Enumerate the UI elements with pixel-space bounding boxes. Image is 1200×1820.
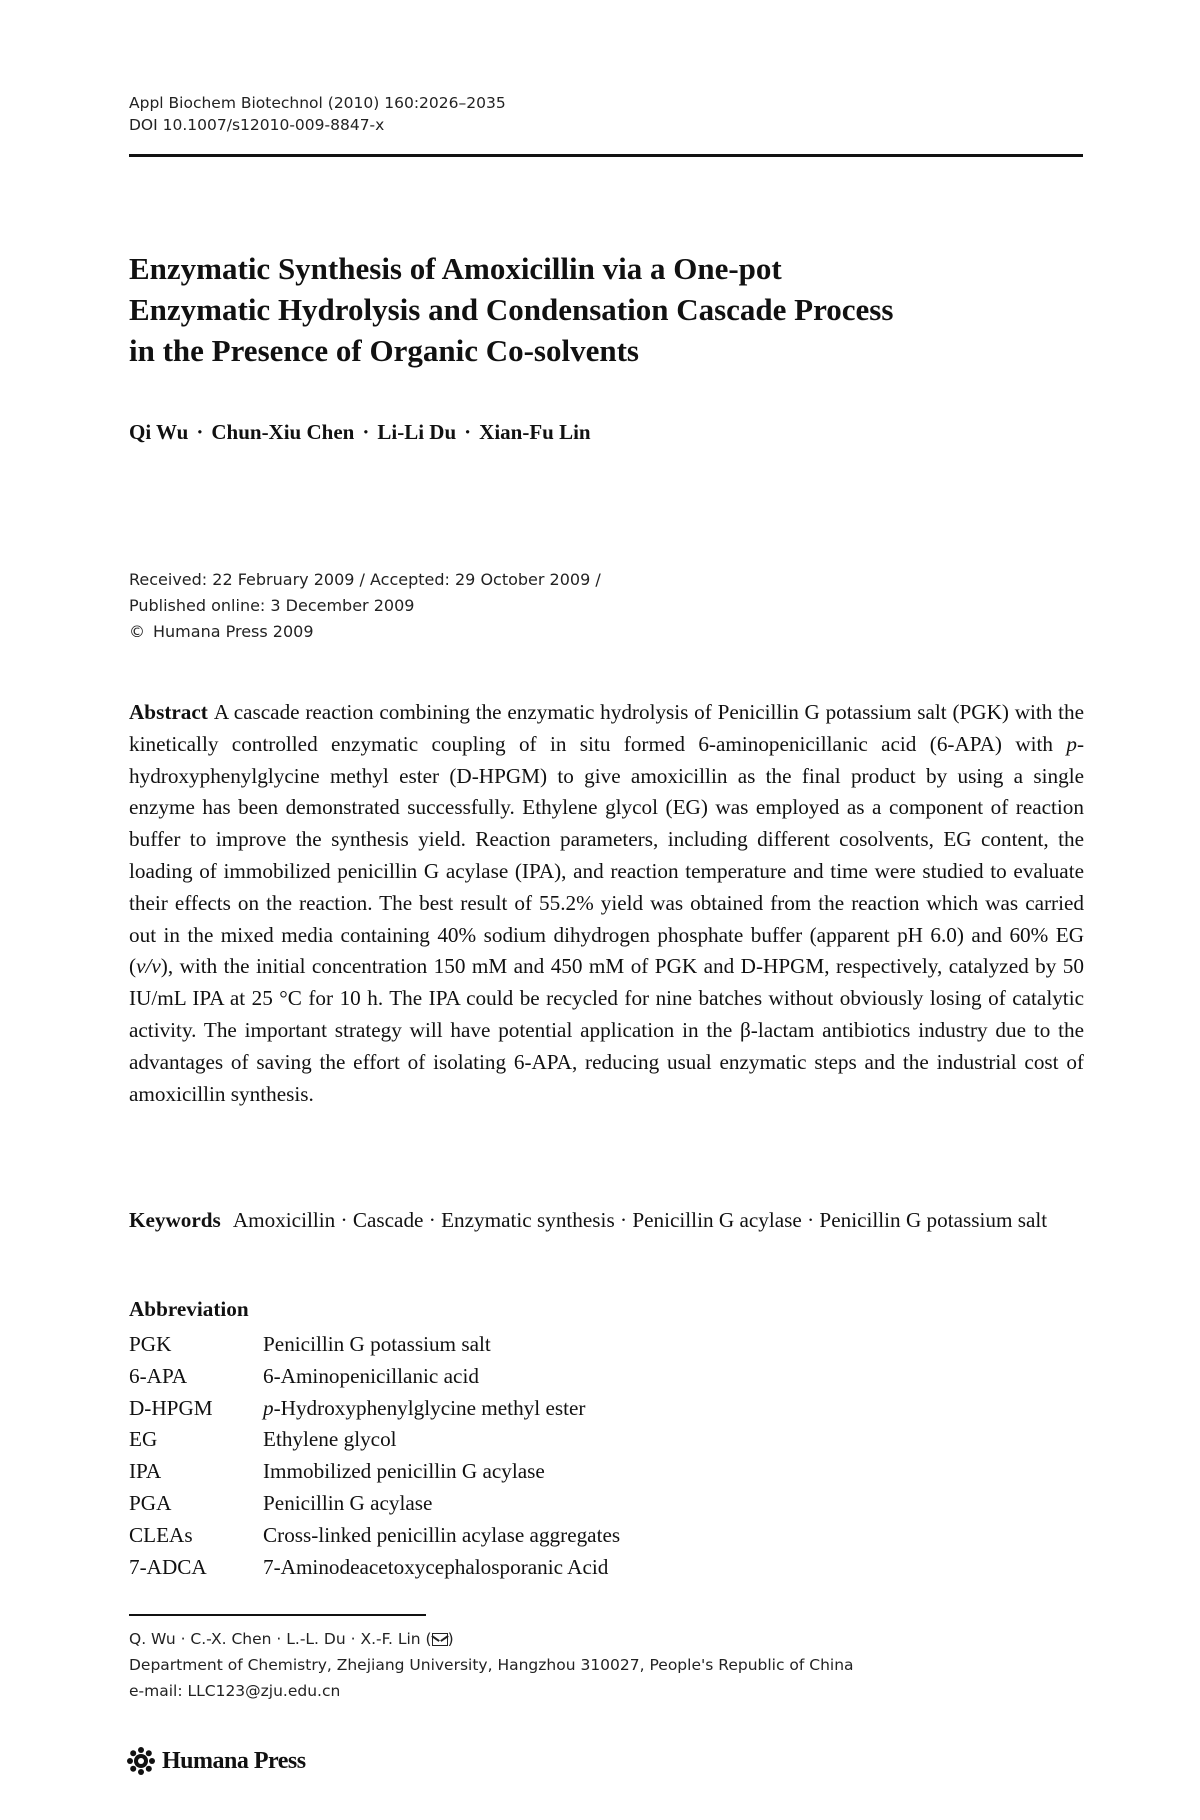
copyright-symbol: © <box>129 622 145 641</box>
author-separator: · <box>362 420 370 444</box>
envelope-icon <box>432 1633 448 1646</box>
publisher-footer <box>126 1746 306 1776</box>
abstract-italic: p <box>1066 731 1077 756</box>
affiliation-names <box>129 1626 854 1652</box>
abbreviation-row <box>129 1552 620 1584</box>
abstract-italic: v/v <box>136 954 161 979</box>
journal-header <box>129 92 506 136</box>
abbreviation-key: IPA <box>129 1459 162 1484</box>
abbreviation-value: Ethylene glycol <box>263 1427 397 1452</box>
affiliation-email[interactable]: e-mail: LLC123@zju.edu.cn <box>129 1682 341 1700</box>
author-separator: · <box>464 420 472 444</box>
abbreviation-key: EG <box>129 1427 158 1452</box>
abbreviation-row <box>129 1361 620 1393</box>
abbreviation-row <box>129 1393 620 1425</box>
abbreviation-key: PGK <box>129 1332 172 1356</box>
abstract-text: ), with the initial concentration 150 mM and 450 mM of PGK and D-HPGM, respectively, catalyzed by 50 IU/mL IPA at 25 °C for 10 h. The IPA could be recycled for nine batches without obviously losing of catalytic activity. The important strategy will have potential application in the β-lactam antibiotics industry due to the advantages of saving the effort of isolating 6-APA, reducing usual enzymatic steps and the industrial cost of amoxicillin synthesis. <box>129 954 1084 1106</box>
author-name: Xian-Fu Lin <box>479 420 591 444</box>
abbreviation-value: Cross-linked penicillin acylase aggregates <box>263 1522 621 1547</box>
keywords <box>129 1205 1084 1237</box>
abbreviation-row <box>129 1424 620 1456</box>
abbreviation-italic: p <box>263 1395 274 1420</box>
abbreviation-row <box>129 1488 620 1520</box>
abbreviation-row <box>129 1456 620 1488</box>
abbreviation-value: 7-Aminodeacetoxycephalosporanic Acid <box>263 1554 609 1579</box>
abbreviation-value: 6-Aminopenicillanic acid <box>263 1363 479 1388</box>
abbreviation-value: Immobilized penicillin G acylase <box>263 1459 545 1484</box>
abbreviation-key: 6-APA <box>129 1363 188 1388</box>
abbreviation-value: Penicillin G acylase <box>263 1490 433 1515</box>
keywords-text: Amoxicillin · Cascade · Enzymatic synthesis · Penicillin G acylase · Penicillin G potassium salt <box>232 1208 1048 1232</box>
affiliation-author-list: Q. Wu · C.-X. Chen · L.-L. Du · X.-F. Lin ( <box>129 1630 432 1648</box>
title-line-3: in the Presence of Organic Co-solvents <box>129 333 639 368</box>
humana-press-logo-icon <box>126 1746 156 1776</box>
author-separator: · <box>196 420 204 444</box>
copyright-text: Humana Press 2009 <box>153 622 314 641</box>
abbreviation-value: -Hydroxyphenylglycine methyl ester <box>273 1395 586 1420</box>
header-rule <box>129 154 1083 157</box>
title-line-1: Enzymatic Synthesis of Amoxicillin via a One-pot <box>129 251 782 286</box>
affiliation-department: Department of Chemistry, Zhejiang University, Hangzhou 310027, People's Republic of China <box>129 1656 854 1674</box>
abbreviation-key: PGA <box>129 1490 172 1515</box>
abbreviation-key: D-HPGM <box>129 1395 213 1420</box>
keywords-heading: Keywords <box>129 1208 221 1232</box>
journal-citation: Appl Biochem Biotechnol (2010) 160:2026–2035 <box>129 94 506 112</box>
abbreviation-heading: Abbreviation <box>129 1297 249 1321</box>
footnote-rule <box>129 1614 426 1616</box>
article-title <box>129 248 1089 371</box>
abbreviation-key: CLEAs <box>129 1522 193 1547</box>
title-line-2: Enzymatic Hydrolysis and Condensation Cascade Process <box>129 292 894 327</box>
author-affiliation <box>129 1626 854 1704</box>
abstract <box>129 697 1084 1110</box>
abbreviation-row <box>129 1329 620 1361</box>
affiliation-close-paren: ) <box>447 1630 454 1648</box>
publisher-name: Humana Press <box>162 1747 306 1774</box>
abstract-text: -hydroxyphenylglycine methyl ester (D-HPGM) to give amoxicillin as the final product by using a single enzyme has been demonstrated successfully. Ethylene glycol (EG) was employed as a component of reaction buffer to improve the synthesis yield. Reaction parameters, including different cosolvents, EG content, the loading of immobilized penicillin G acylase (IPA), and reaction temperature and time were studied to evaluate their effects on the reaction. The best result of 55.2% yield was obtained from the reaction which was carried out in the mixed media containing 40% sodium dihydrogen phosphate buffer (apparent pH 6.0) and 60% EG ( <box>129 731 1084 979</box>
abstract-text: A cascade reaction combining the enzymatic hydrolysis of Penicillin G potassium salt (PGK) with the kinetically controlled enzymatic coupling of in situ formed 6-aminopenicillanic acid (6-APA) with <box>129 700 1084 756</box>
abbreviation-row <box>129 1520 620 1552</box>
abbreviation-value: Penicillin G potassium salt <box>263 1332 491 1356</box>
author-list <box>129 420 591 445</box>
received-accepted: Received: 22 February 2009 / Accepted: 29 October 2009 / <box>129 570 601 589</box>
abbreviation-table <box>129 1329 620 1583</box>
author-name: Li-Li Du <box>377 420 457 444</box>
doi: DOI 10.1007/s12010-009-8847-x <box>129 116 385 134</box>
abstract-heading: Abstract <box>129 700 208 724</box>
publication-dates <box>129 567 601 645</box>
abbreviation-key: 7-ADCA <box>129 1554 207 1579</box>
published-online: Published online: 3 December 2009 <box>129 596 415 615</box>
author-name: Qi Wu <box>129 420 189 444</box>
author-name: Chun-Xiu Chen <box>211 420 355 444</box>
copyright <box>129 619 601 645</box>
